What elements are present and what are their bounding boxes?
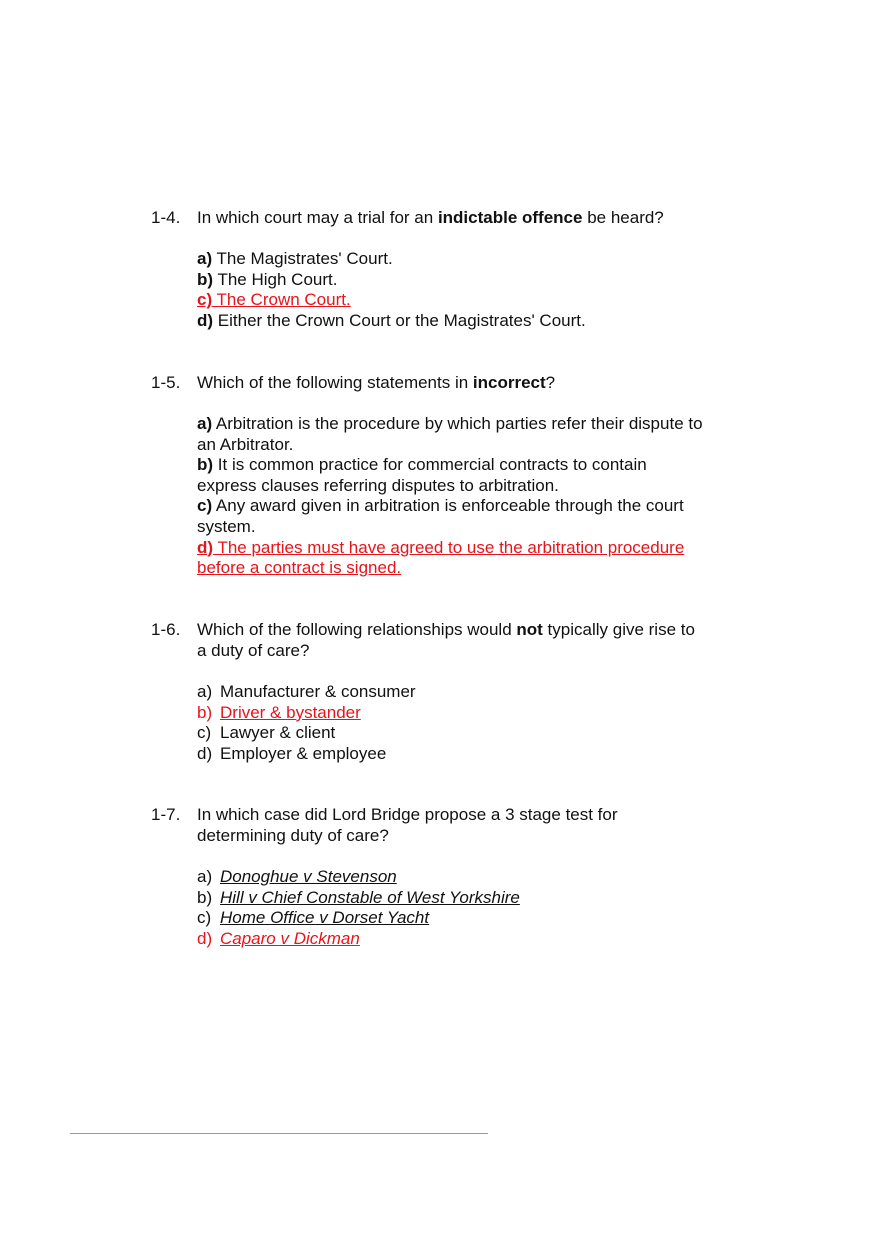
question-text: In which case did Lord Bridge propose a 3 stage test for determining duty of care? — [197, 805, 618, 845]
option-c: c) Lawyer & client — [197, 723, 336, 743]
option-a: a) The Magistrates' Court. — [197, 249, 393, 268]
question-1-7 — [151, 804, 751, 949]
question-1-6 — [151, 619, 751, 764]
question-1-5 — [151, 372, 751, 579]
option-c-correct-answer: c) The Crown Court. — [197, 290, 351, 310]
question-number: 1-7. — [151, 805, 181, 824]
question-number: 1-6. — [151, 620, 181, 639]
option-d-correct-answer: d) The parties must have agreed to use the arbitration procedure before a contract is signed. — [197, 537, 685, 578]
option-b: b) The High Court. — [197, 269, 338, 289]
question-text: In which court may a trial for an indictable offence be heard? — [197, 208, 664, 227]
option-d: d) Either the Crown Court or the Magistrates' Court. — [197, 310, 586, 330]
option-c: c) Any award given in arbitration is enforceable through the court system. — [197, 496, 684, 536]
options-list — [197, 682, 751, 764]
footer-divider — [70, 1133, 488, 1134]
option-c: c) Home Office v Dorset Yacht — [197, 908, 430, 928]
question-text: Which of the following relationships would not typically give rise to a duty of care? — [197, 620, 695, 660]
option-a: a) Arbitration is the procedure by which parties refer their dispute to an Arbitrator. — [197, 414, 703, 454]
option-b: b) Hill v Chief Constable of West Yorkshire — [197, 887, 520, 907]
options-list — [197, 249, 751, 331]
option-a: a) Donoghue v Stevenson — [197, 867, 397, 886]
question-text: Which of the following statements in incorrect? — [197, 373, 556, 392]
question-number: 1-5. — [151, 373, 181, 392]
question-1-4 — [151, 207, 751, 331]
option-a: a) Manufacturer & consumer — [197, 682, 416, 701]
option-d-correct-answer: d) Caparo v Dickman — [197, 928, 360, 948]
question-number: 1-4. — [151, 208, 181, 227]
options-list — [197, 867, 751, 949]
options-list — [197, 414, 751, 579]
option-b-correct-answer: b) Driver & bystander — [197, 702, 361, 722]
option-d: d) Employer & employee — [197, 743, 387, 763]
option-b: b) It is common practice for commercial contracts to contain express clauses referring disputes to arbitration. — [197, 455, 647, 495]
